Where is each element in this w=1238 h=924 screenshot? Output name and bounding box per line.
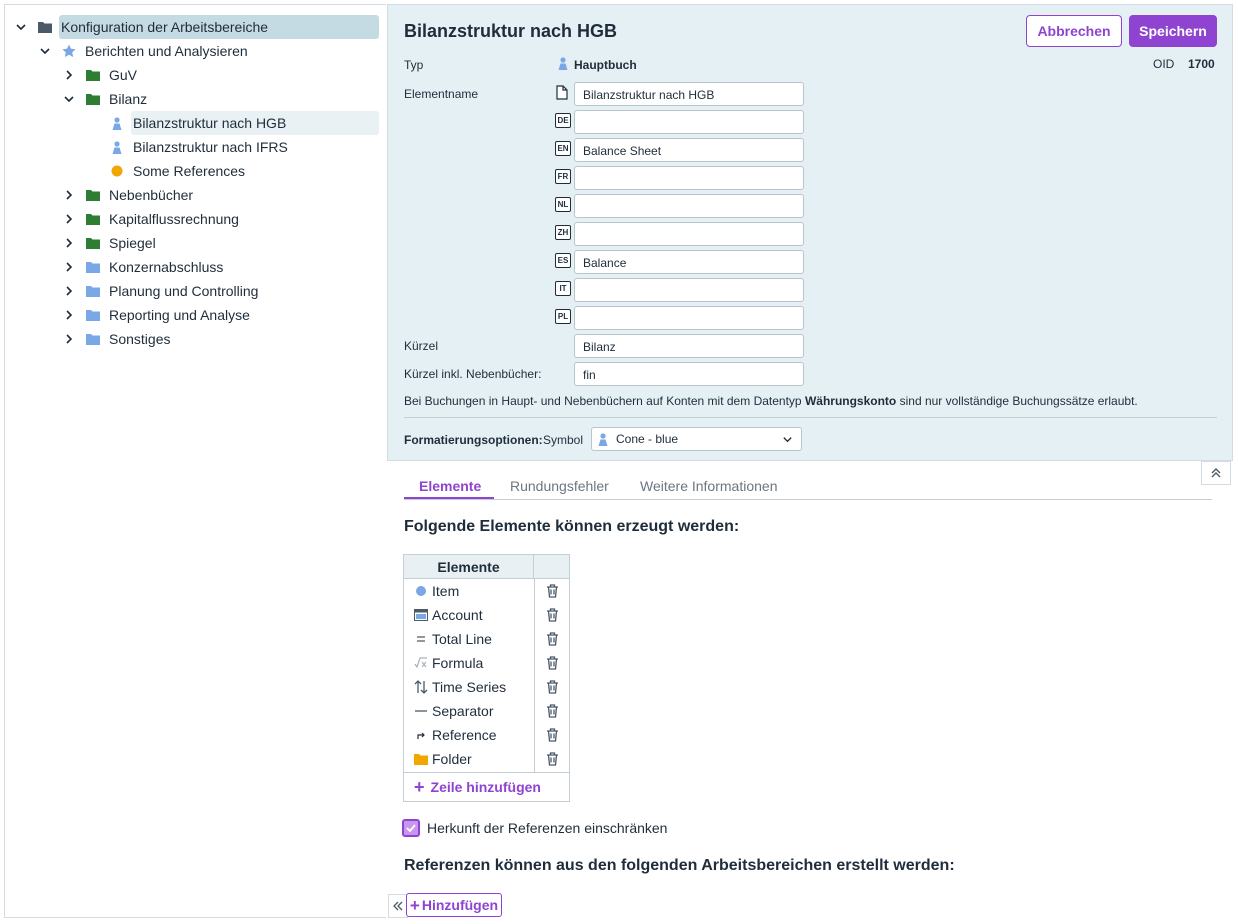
reference-icon [413,727,429,743]
trash-icon[interactable] [544,655,560,671]
person-icon [109,115,125,131]
lang-pl-icon: PL [555,309,571,324]
trash-icon[interactable] [544,727,560,743]
trash-icon[interactable] [544,679,560,695]
star-icon [61,43,77,59]
folder-icon [85,211,101,227]
folder-icon [85,187,101,203]
divider [404,417,1217,418]
add-workspace-button[interactable] [406,893,502,917]
tree-item-label: Kapitalflussrechnung [109,211,239,227]
trash-icon[interactable] [544,703,560,719]
add-row-label: Zeile hinzufügen [430,779,541,795]
tree-spacer [85,115,101,131]
column-header-actions [534,555,569,579]
chevron-down-icon[interactable] [61,91,77,107]
tree-item-nebenbuecher[interactable] [61,183,193,207]
tree-item-spiegel[interactable] [61,231,156,255]
lang-it-input[interactable] [574,278,804,302]
lang-en-icon: EN [555,141,571,156]
tree-item-label: Sonstiges [109,331,171,347]
tree-item-root[interactable] [13,15,268,39]
booking-note [404,394,1138,408]
add-button-label: Hinzufügen [421,897,499,913]
tree-item-kapitalflussrechnung[interactable] [61,207,239,231]
chevron-right-icon[interactable] [61,259,77,275]
element-name-input[interactable]: Bilanzstruktur nach HGB [574,82,804,106]
column-header: Elemente [404,555,534,579]
trash-icon[interactable] [544,607,560,623]
symbol-label: Symbol [543,433,584,447]
tree-item-label: Bilanzstruktur nach HGB [133,115,287,131]
formula-icon [413,655,429,671]
chevron-right-icon[interactable] [61,331,77,347]
folder-icon [85,91,101,107]
format-options-label: Formatierungsoptionen: [404,433,543,447]
table-row [404,675,569,699]
table-row [404,627,569,651]
tree-item-reporting-analyse[interactable] [61,303,250,327]
folder-icon [37,19,53,35]
tree-item-label: Some References [133,163,246,179]
person-icon [558,57,568,73]
lang-it-icon: IT [555,281,571,296]
tree-item-label: Konzernabschluss [109,259,224,275]
chevron-right-icon[interactable] [61,283,77,299]
page-title: Bilanzstruktur nach HGB [404,21,618,41]
folder-icon [85,259,101,275]
tree-item-label: Nebenbücher [109,187,194,203]
tab-bar [404,478,1212,500]
table-row [404,699,569,723]
tree-item-group[interactable] [37,39,248,63]
folder-icon [413,751,429,767]
tree-item-bilanz[interactable] [61,87,147,111]
elements-heading: Folgende Elemente können erzeugt werden: [404,518,740,535]
tree-spacer [85,163,101,179]
lang-de-input[interactable] [574,110,804,134]
lang-de-icon: DE [555,113,571,128]
tree-item-bilanzstruktur-ifrs[interactable] [85,135,288,159]
tree-item-label: Bilanz [109,91,148,107]
tree-item-label: GuV [109,67,138,83]
kuerzel-input[interactable]: Bilanz [574,334,804,358]
folder-icon [85,67,101,83]
folder-icon [85,331,101,347]
trash-icon[interactable] [544,583,560,599]
chevron-right-icon[interactable] [61,67,77,83]
row-label: Separator [432,703,494,719]
equals-icon [413,631,429,647]
typ-label: Typ [404,58,424,72]
collapse-sidebar-button[interactable] [388,894,408,918]
kuerzel-label: Kürzel [404,339,439,353]
booking-note-text-end: sind nur vollständige Buchungssätze erlaubt. [896,394,1138,408]
lang-en-input[interactable]: Balance Sheet [574,138,804,162]
oid-label: OID [1153,57,1175,71]
lang-fr-icon: FR [555,169,571,184]
row-label: Account [432,607,483,623]
lang-zh-input[interactable] [574,222,804,246]
table-row [404,603,569,627]
kuerzel-nb-input[interactable]: fin [574,362,804,386]
row-label: Folder [432,751,472,767]
lang-es-input[interactable]: Balance [574,250,804,274]
restrict-references-label: Herkunft der Referenzen einschränken [427,820,668,836]
tree-spacer [85,139,101,155]
chevron-right-icon[interactable] [61,211,77,227]
symbol-select-value: Cone - blue [616,432,679,446]
tree-item-sonstiges[interactable] [61,327,170,351]
table-row [404,723,569,747]
lang-fr-input[interactable] [574,166,804,190]
restrict-references-checkbox[interactable] [402,819,420,837]
folder-icon [85,307,101,323]
folder-icon [85,283,101,299]
row-label: Time Series [432,679,507,695]
dot-icon [109,163,125,179]
references-heading: Referenzen können aus den folgenden Arbeitsbereichen erstellt werden: [404,857,955,874]
tree-item-guv[interactable] [61,63,137,87]
folder-icon [85,235,101,251]
properties-panel [387,4,1233,461]
chevron-right-icon[interactable] [61,307,77,323]
active-tab-indicator [404,497,494,499]
elements-table [403,554,570,802]
symbol-select[interactable] [591,427,802,451]
chevron-right-icon[interactable] [61,235,77,251]
trash-icon[interactable] [544,751,560,767]
lang-pl-input[interactable] [574,306,804,330]
table-row [404,651,569,675]
tree-item-some-references[interactable] [85,159,245,183]
document-icon [556,85,568,103]
arrows-updown-icon [413,679,429,695]
cancel-button[interactable]: Abbrechen [1026,15,1122,47]
sidebar-tree [4,4,386,918]
booking-note-bold: Währungskonto [804,394,897,408]
table-row [404,579,569,603]
tree-item-label: Spiegel [109,235,156,251]
dot-icon [413,583,429,599]
table-row [404,747,569,771]
chevrons-left-icon [392,900,404,912]
row-label: Item [432,583,460,599]
separator-icon [413,703,429,719]
chevron-down-icon[interactable] [13,19,29,35]
element-name-label: Elementname [404,87,479,101]
booking-note-text: Bei Buchungen in Haupt- und Nebenbüchern auf Konten mit dem Datentyp [404,394,805,408]
plus-icon: + [409,895,420,915]
typ-value: Hauptbuch [574,58,637,72]
chevron-right-icon[interactable] [61,187,77,203]
account-icon [413,607,429,623]
tab-weitere-informationen[interactable]: Weitere Informationen [640,478,778,494]
person-icon [598,433,608,446]
lang-zh-icon: ZH [555,225,571,240]
tree-item-label: Planung und Controlling [109,283,259,299]
tree-item-label: Reporting und Analyse [109,307,250,323]
chevron-down-icon [782,434,793,445]
row-label: Total Line [432,631,492,647]
add-row-button[interactable] [404,772,569,801]
tree-item-label: Berichten und Analysieren [85,43,248,59]
lang-nl-input[interactable] [574,194,804,218]
tree-item-konzernabschluss[interactable] [61,255,223,279]
tab-elemente[interactable]: Elemente [419,478,482,494]
tab-rundungsfehler[interactable]: Rundungsfehler [510,478,609,494]
kuerzel-nb-label: Kürzel inkl. Nebenbücher: [404,367,542,381]
oid-value: 1700 [1188,57,1215,71]
trash-icon[interactable] [544,631,560,647]
row-label: Formula [432,655,484,671]
row-label: Reference [432,727,497,743]
tree-item-label: Bilanzstruktur nach IFRS [133,139,288,155]
tree-item-bilanzstruktur-hgb[interactable] [85,111,286,135]
save-button[interactable]: Speichern [1129,15,1217,47]
person-icon [109,139,125,155]
lang-nl-icon: NL [555,197,571,212]
tree-item-label: Konfiguration der Arbeitsbereiche [61,19,269,35]
plus-icon: + [414,777,425,797]
chevron-down-icon[interactable] [37,43,53,59]
lang-es-icon: ES [555,253,571,268]
tree-item-planung-controlling[interactable] [61,279,258,303]
